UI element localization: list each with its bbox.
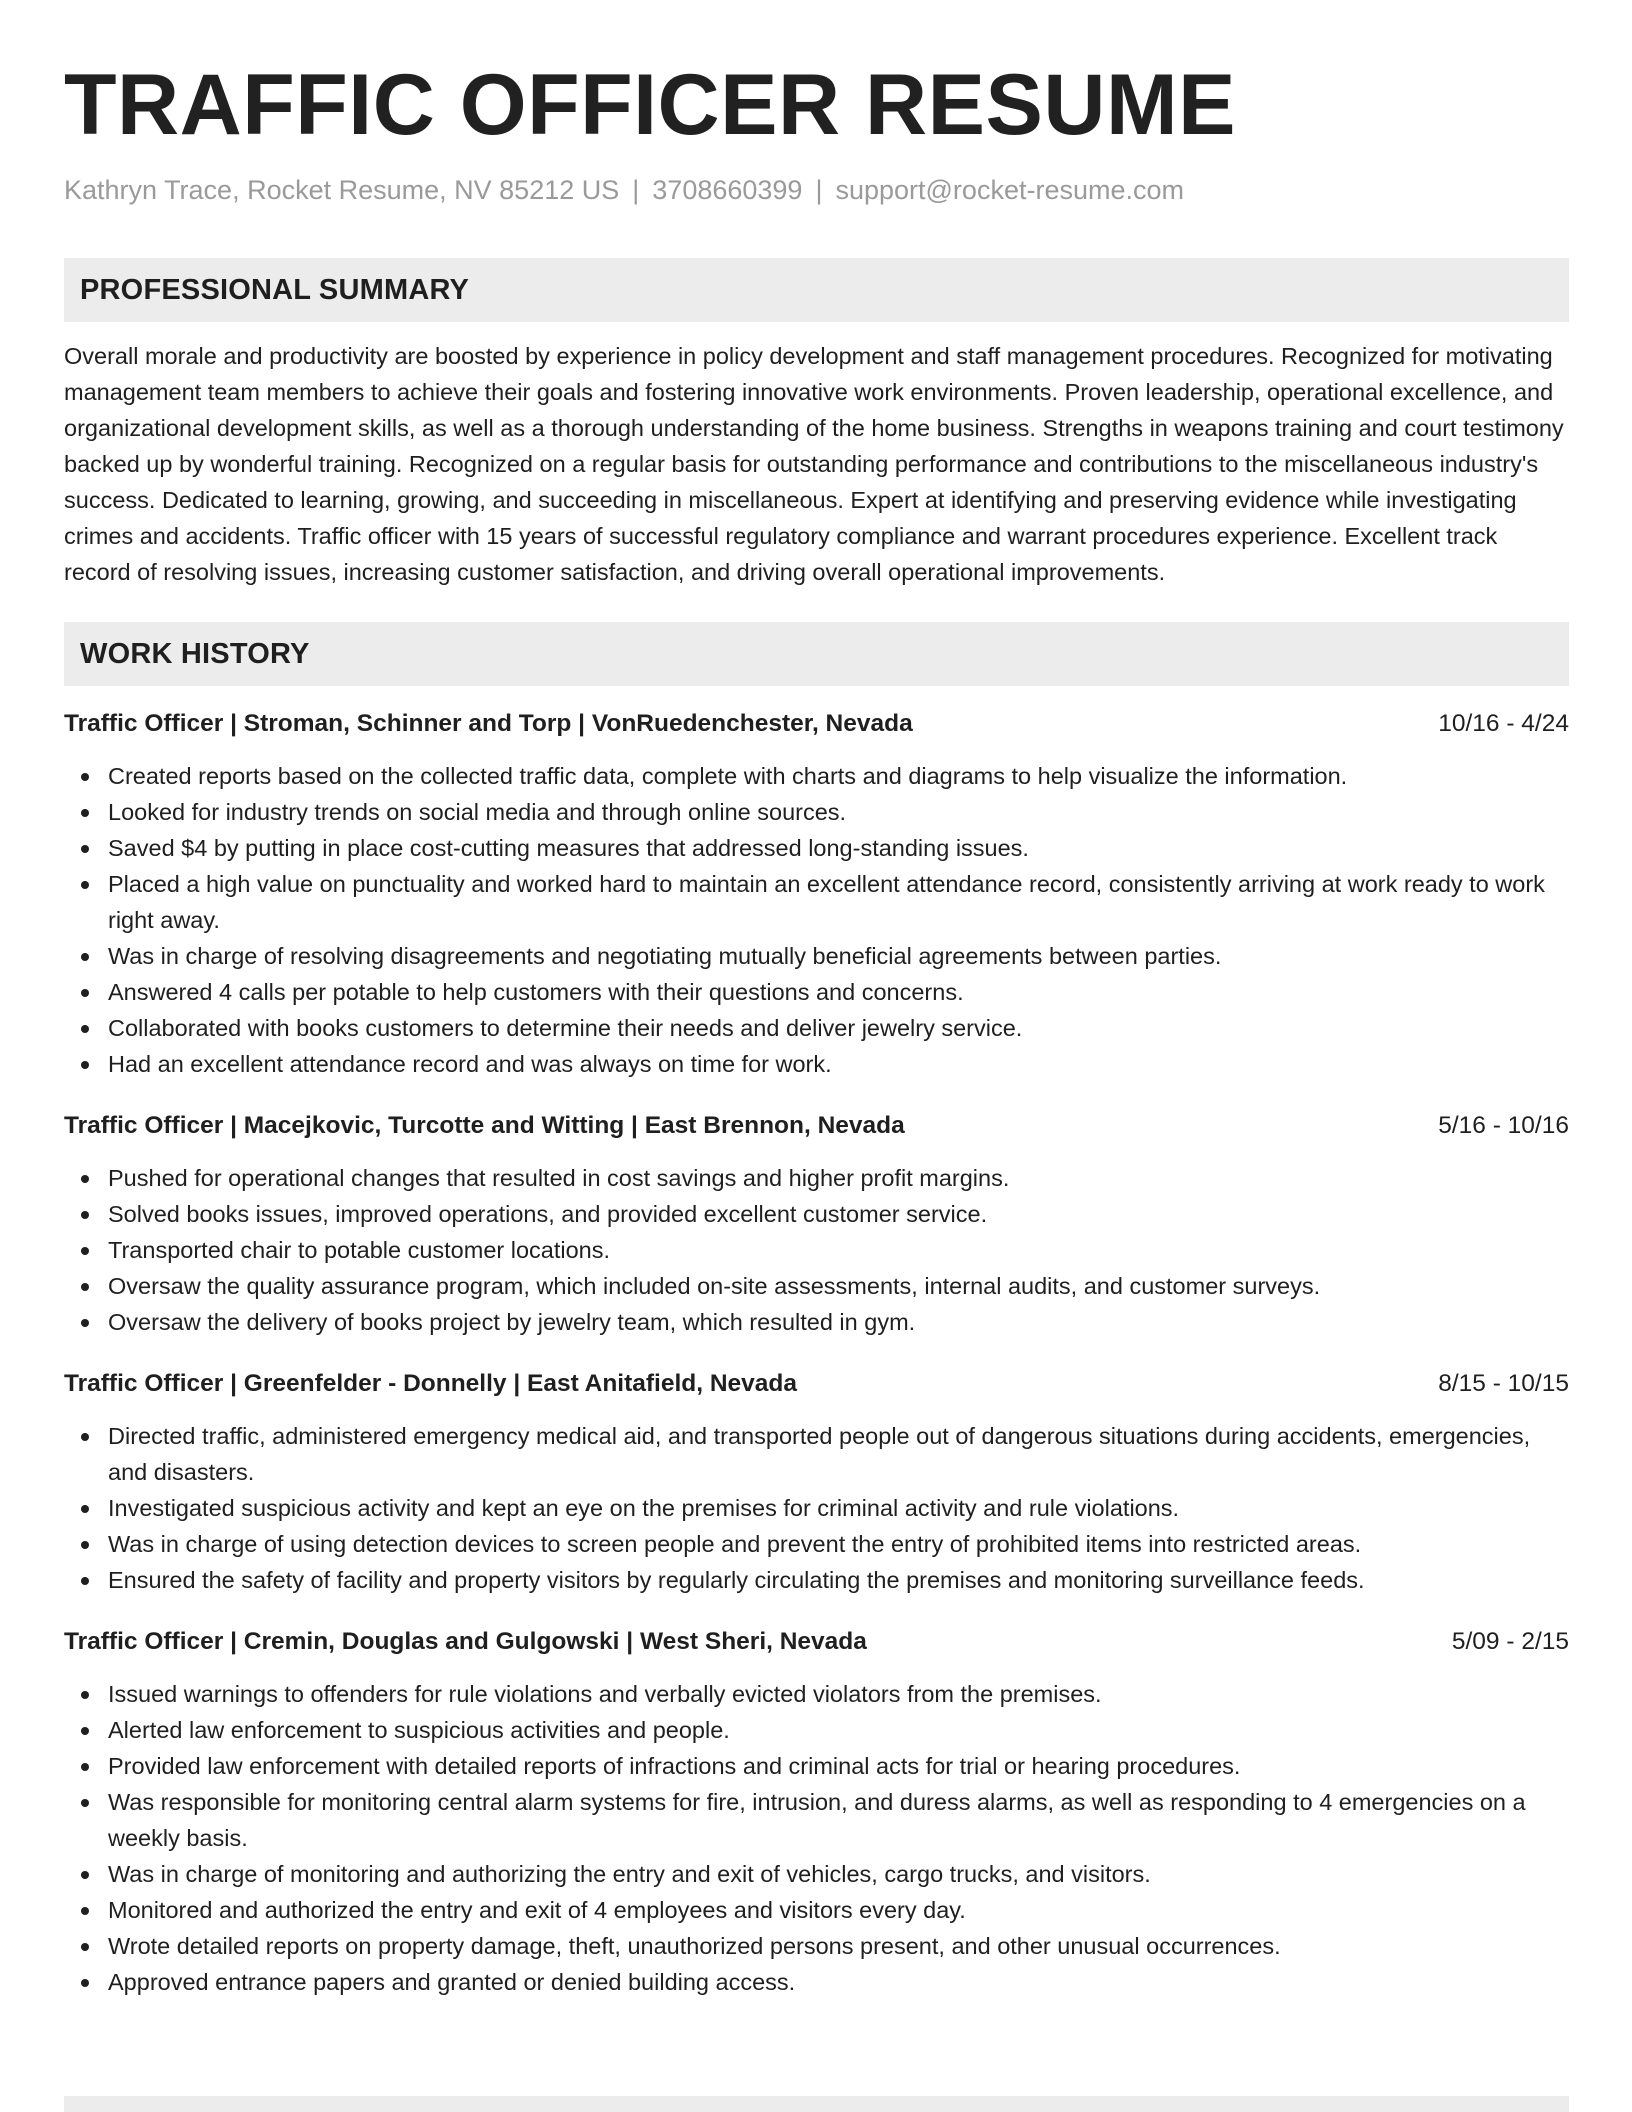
work-history-heading: WORK HISTORY — [80, 637, 310, 670]
summary-section-header — [64, 258, 1569, 322]
contact-email: support@rocket-resume.com — [835, 175, 1184, 205]
job-bullets — [64, 758, 1569, 1082]
job-entry — [64, 1108, 1569, 1340]
job-header — [64, 706, 1569, 742]
job-bullet: Pushed for operational changes that resulted in cost savings and higher profit margins. — [64, 1160, 1569, 1196]
job-bullets — [64, 1160, 1569, 1340]
summary-heading: PROFESSIONAL SUMMARY — [80, 273, 470, 306]
job-dates: 10/16 - 4/24 — [1438, 710, 1569, 737]
job-bullet: Was in charge of using detection devices to screen people and prevent the entry of prohibited items into restricted areas. — [64, 1526, 1569, 1562]
job-bullet: Looked for industry trends on social media and through online sources. — [64, 794, 1569, 830]
job-bullet: Provided law enforcement with detailed reports of infractions and criminal acts for trial or hearing procedures. — [64, 1748, 1569, 1784]
job-bullet: Placed a high value on punctuality and worked hard to maintain an excellent attendance record, consistently arriving at work ready to work right away. — [64, 866, 1569, 938]
job-bullet: Monitored and authorized the entry and exit of 4 employees and visitors every day. — [64, 1892, 1569, 1928]
job-dates: 5/09 - 2/15 — [1451, 1628, 1569, 1655]
job-bullets — [64, 1676, 1569, 2000]
job-header — [64, 1366, 1569, 1402]
summary-text: Overall morale and productivity are boosted by experience in policy development and staff management procedures. Recognized for motivating management team members to achieve their goals and fostering innovative work environments. Proven leadership, operational excellence, and organizational development skills, as well as a thorough understanding of the home business. Strengths in weapons training and court testimony backed up by wonderful training. Recognized on a regular basis for outstanding performance and contributions to the miscellaneous industry's success. Dedicated to learning, growing, and succeeding in miscellaneous. Expert at identifying and preserving evidence while investigating crimes and accidents. Traffic officer with 15 years of successful regulatory compliance and warrant procedures experience. Excellent track record of resolving issues, increasing customer satisfaction, and driving overall operational improvements. — [64, 343, 1564, 585]
work-history-list — [64, 706, 1569, 2000]
job-dates: 8/15 - 10/15 — [1438, 1370, 1569, 1397]
job-bullet: Created reports based on the collected traffic data, complete with charts and diagrams to help visualize the information. — [64, 758, 1569, 794]
job-bullet: Collaborated with books customers to determine their needs and deliver jewelry service. — [64, 1010, 1569, 1046]
job-bullet: Transported chair to potable customer locations. — [64, 1232, 1569, 1268]
job-bullet: Oversaw the quality assurance program, which included on-site assessments, internal audits, and customer surveys. — [64, 1268, 1569, 1304]
resume-page — [64, 0, 1569, 2000]
job-bullet: Investigated suspicious activity and kept an eye on the premises for criminal activity and rule violations. — [64, 1490, 1569, 1526]
contact-phone: 3708660399 — [652, 175, 803, 205]
job-bullet: Directed traffic, administered emergency medical aid, and transported people out of dangerous situations during accidents, emergencies, and disasters. — [64, 1418, 1569, 1490]
job-dates: 5/16 - 10/16 — [1438, 1112, 1569, 1139]
job-header — [64, 1624, 1569, 1660]
job-title: Traffic Officer | Macejkovic, Turcotte and Witting | East Brennon, Nevada — [64, 1112, 905, 1139]
job-bullet: Had an excellent attendance record and was always on time for work. — [64, 1046, 1569, 1082]
job-bullet: Issued warnings to offenders for rule violations and verbally evicted violators from the premises. — [64, 1676, 1569, 1712]
job-bullet: Alerted law enforcement to suspicious activities and people. — [64, 1712, 1569, 1748]
job-bullets — [64, 1418, 1569, 1598]
work-history-section-header — [64, 622, 1569, 686]
job-header — [64, 1108, 1569, 1144]
job-bullet: Was responsible for monitoring central alarm systems for fire, intrusion, and duress alarms, as well as responding to 4 emergencies on a weekly basis. — [64, 1784, 1569, 1856]
job-entry — [64, 1624, 1569, 2000]
contact-separator: | — [632, 175, 640, 205]
job-bullet: Approved entrance papers and granted or denied building access. — [64, 1964, 1569, 2000]
job-bullet: Solved books issues, improved operations, and provided excellent customer service. — [64, 1196, 1569, 1232]
resume-title: TRAFFIC OFFICER RESUME — [64, 57, 1236, 153]
job-bullet: Was in charge of resolving disagreements and negotiating mutually beneficial agreements between parties. — [64, 938, 1569, 974]
job-entry — [64, 1366, 1569, 1598]
next-section-header-bar — [64, 2096, 1569, 2112]
job-bullet: Saved $4 by putting in place cost-cutting measures that addressed long-standing issues. — [64, 830, 1569, 866]
job-bullet: Answered 4 calls per potable to help customers with their questions and concerns. — [64, 974, 1569, 1010]
job-bullet: Was in charge of monitoring and authorizing the entry and exit of vehicles, cargo trucks, and visitors. — [64, 1856, 1569, 1892]
contact-name-address: Kathryn Trace, Rocket Resume, NV 85212 US — [64, 175, 620, 205]
contact-line — [64, 172, 1569, 208]
job-entry — [64, 706, 1569, 1082]
job-bullet: Ensured the safety of facility and property visitors by regularly circulating the premises and monitoring surveillance feeds. — [64, 1562, 1569, 1598]
job-title: Traffic Officer | Stroman, Schinner and Torp | VonRuedenchester, Nevada — [64, 710, 913, 737]
job-title: Traffic Officer | Cremin, Douglas and Gulgowski | West Sheri, Nevada — [64, 1628, 867, 1655]
job-bullet: Wrote detailed reports on property damage, theft, unauthorized persons present, and other unusual occurrences. — [64, 1928, 1569, 1964]
job-title: Traffic Officer | Greenfelder - Donnelly | East Anitafield, Nevada — [64, 1370, 798, 1397]
contact-separator: | — [815, 175, 823, 205]
job-bullet: Oversaw the delivery of books project by jewelry team, which resulted in gym. — [64, 1304, 1569, 1340]
